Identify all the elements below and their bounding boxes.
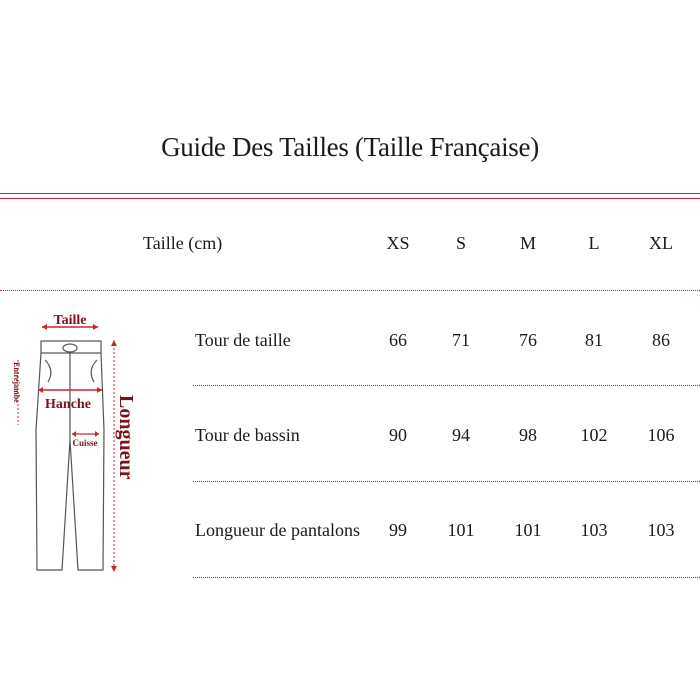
row-separator xyxy=(193,481,700,482)
title-divider-top xyxy=(0,193,700,194)
size-header-label: Taille (cm) xyxy=(143,233,223,253)
table-cell: 101 xyxy=(447,520,475,540)
row-separator xyxy=(193,577,700,578)
table-cell: 101 xyxy=(514,520,542,540)
table-cell: 76 xyxy=(519,330,537,350)
size-header-l: L xyxy=(588,233,600,253)
table-cell: 106 xyxy=(647,425,675,445)
size-header-s: S xyxy=(455,233,466,253)
table-cell: 103 xyxy=(647,520,675,540)
table-cell: 102 xyxy=(580,425,608,445)
table-cell: 90 xyxy=(389,425,407,445)
title-divider-bottom xyxy=(0,198,700,199)
table-cell: 71 xyxy=(452,330,470,350)
hip-label: Hanche xyxy=(45,397,91,412)
pants-measurement-diagram xyxy=(0,300,140,585)
page-title: Guide Des Tailles (Taille Française) xyxy=(161,132,539,162)
table-cell: 66 xyxy=(389,330,407,350)
size-header-xl: XL xyxy=(649,233,673,253)
table-cell: 98 xyxy=(519,425,537,445)
table-cell: 81 xyxy=(585,330,603,350)
waist-label: Taille xyxy=(53,313,87,328)
table-cell: 99 xyxy=(389,520,407,540)
size-header-xs: XS xyxy=(386,233,410,253)
row-label-hip: Tour de bassin xyxy=(195,425,300,445)
length-label: Longueur xyxy=(115,395,137,480)
size-header-m: M xyxy=(519,233,536,253)
table-cell: 94 xyxy=(452,425,470,445)
header-separator xyxy=(0,290,700,291)
inseam-label: Entrejambe xyxy=(12,362,21,403)
table-cell: 103 xyxy=(580,520,608,540)
table-cell: 86 xyxy=(652,330,670,350)
row-label-length: Longueur de pantalons xyxy=(195,520,360,540)
row-label-waist: Tour de taille xyxy=(195,330,291,350)
row-separator xyxy=(193,385,700,386)
thigh-label: Cuisse xyxy=(72,438,98,448)
pants-outline-icon xyxy=(36,341,104,570)
